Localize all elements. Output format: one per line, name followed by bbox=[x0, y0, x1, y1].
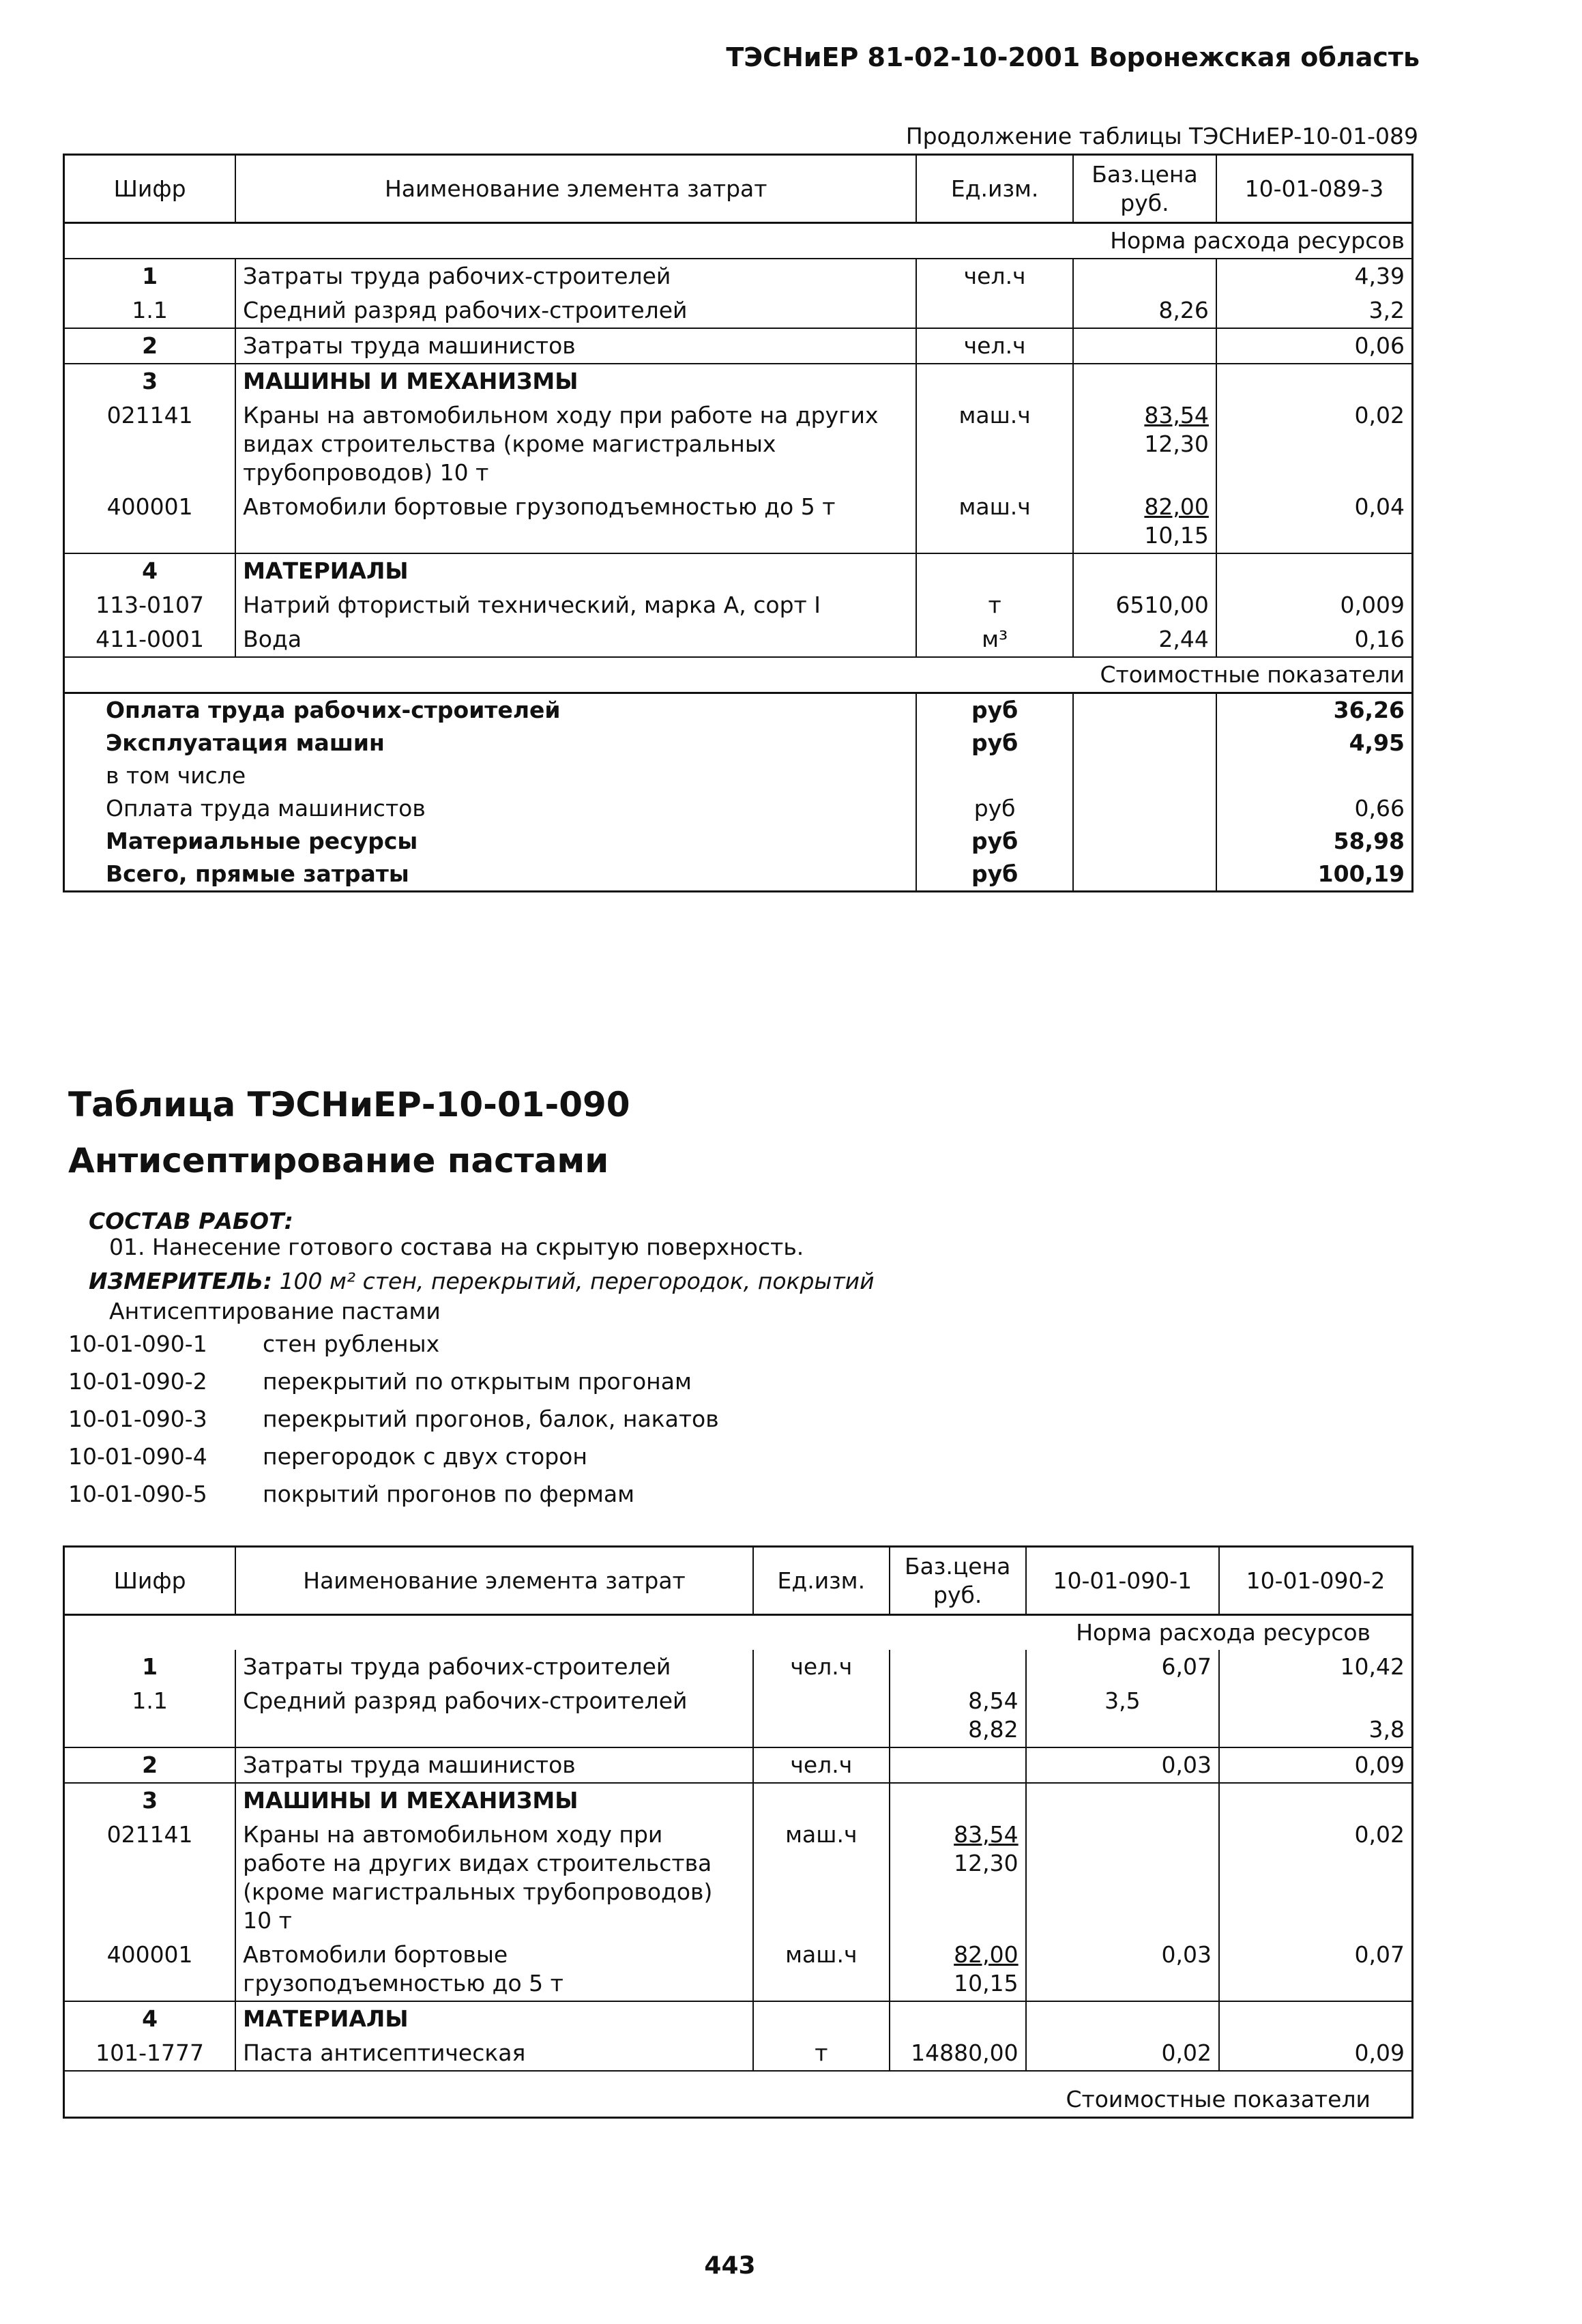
rate-code: 10-01-090-5 bbox=[68, 1481, 207, 1507]
price-machinist: 12,30 bbox=[1144, 431, 1209, 457]
row-rate: 3,2 bbox=[1216, 293, 1413, 328]
row-unit bbox=[753, 1684, 890, 1747]
row-code: 021141 bbox=[64, 1818, 236, 1938]
row-rate-2 bbox=[1219, 1783, 1412, 1818]
row-price bbox=[890, 1938, 1026, 2001]
price-value: 6510,00 bbox=[1115, 592, 1209, 618]
row-name: Автомобили бортовые грузоподъемностью до 5 т bbox=[235, 490, 916, 553]
row-unit: чел.ч bbox=[753, 1650, 890, 1684]
row-rate-2 bbox=[1219, 2001, 1412, 2036]
table-row bbox=[64, 398, 1413, 490]
row-code: 411-0001 bbox=[64, 622, 236, 657]
cost-value: 58,98 bbox=[1216, 825, 1413, 858]
row-name: МАТЕРИАЛЫ bbox=[235, 2001, 753, 2036]
table-row bbox=[64, 364, 1413, 398]
table-row bbox=[64, 622, 1413, 657]
row-name: Вода bbox=[235, 622, 916, 657]
row-code: 1 bbox=[64, 259, 236, 293]
price-machinist: 10,15 bbox=[954, 1970, 1019, 1996]
meter-value: 100 м² стен, перекрытий, перегородок, покрытий bbox=[279, 1268, 875, 1294]
row-code: 1 bbox=[64, 1650, 236, 1684]
price-value: 8,54 bbox=[968, 1687, 1019, 1714]
row-price bbox=[890, 2001, 1026, 2036]
col-header-code: Шифр bbox=[64, 155, 236, 223]
row-rate-2 bbox=[1219, 1684, 1412, 1747]
col-header-price: Баз.цена руб. bbox=[1073, 155, 1216, 223]
row-price bbox=[890, 2036, 1026, 2071]
row-name: Краны на автомобильном ходу при работе на других видах строительства (кроме магистральных трубопроводов) 10 т bbox=[235, 1818, 753, 1938]
row-unit bbox=[916, 293, 1073, 328]
row-rate-1: 0,03 bbox=[1026, 1747, 1219, 1783]
cost-empty bbox=[1073, 792, 1216, 825]
row-code: 3 bbox=[64, 364, 236, 398]
row-code: 400001 bbox=[64, 490, 236, 553]
rate-text: перекрытий по открытым прогонам bbox=[263, 1368, 692, 1395]
row-rate-1: 0,03 bbox=[1026, 1938, 1219, 2001]
price-value: 14880,00 bbox=[911, 2039, 1019, 2066]
row-name: Натрий фтористый технический, марка А, сорт I bbox=[235, 588, 916, 622]
rate-list-item bbox=[68, 1443, 719, 1481]
row-price bbox=[890, 1684, 1026, 1747]
rate-code: 10-01-090-4 bbox=[68, 1443, 207, 1470]
row-rate-2 bbox=[1219, 1818, 1412, 1938]
row-price bbox=[890, 1818, 1026, 1938]
row-rate-1 bbox=[1026, 2001, 1219, 2036]
row-rate-1 bbox=[1026, 1783, 1219, 1818]
table-row bbox=[64, 1783, 1413, 1818]
cost-empty bbox=[1073, 858, 1216, 892]
row-unit bbox=[753, 2001, 890, 2036]
cost-name: в том числе bbox=[64, 759, 917, 792]
row-name: Автомобили бортовые грузоподъемностью до 5 т bbox=[235, 1938, 753, 2001]
table-title: Таблица ТЭСНиЕР-10-01-090 bbox=[68, 1085, 630, 1124]
col-header-code: Шифр bbox=[64, 1547, 236, 1615]
works-label: СОСТАВ РАБОТ: bbox=[89, 1208, 293, 1234]
works-item: 01. Нанесение готового состава на скрытую поверхность. bbox=[109, 1234, 804, 1260]
row-price bbox=[1073, 490, 1216, 553]
row-rate-1: 0,02 bbox=[1026, 2036, 1219, 2071]
rate-text: перекрытий прогонов, балок, накатов bbox=[263, 1406, 719, 1432]
cost-name: Материальные ресурсы bbox=[64, 825, 917, 858]
col-header-price: Баз.цена руб. bbox=[890, 1547, 1026, 1615]
table-row bbox=[64, 588, 1413, 622]
table-row bbox=[64, 553, 1413, 588]
col-header-unit: Ед.изм. bbox=[753, 1547, 890, 1615]
col-header-rate: 10-01-089-3 bbox=[1216, 155, 1413, 223]
row-name: МАШИНЫ И МЕХАНИЗМЫ bbox=[235, 1783, 753, 1818]
document-header: ТЭСНиЕР 81-02-10-2001 Воронежская область bbox=[726, 42, 1420, 72]
cost-empty bbox=[1073, 759, 1216, 792]
rate-list-item bbox=[68, 1331, 719, 1368]
col-header-rate-1: 10-01-090-1 bbox=[1026, 1547, 1219, 1615]
row-name: МАТЕРИАЛЫ bbox=[235, 553, 916, 588]
row-price bbox=[1073, 553, 1216, 588]
table-row bbox=[64, 293, 1413, 328]
row-rate bbox=[1216, 553, 1413, 588]
table-row bbox=[64, 490, 1413, 553]
rate-value: 10,42 bbox=[1340, 1653, 1405, 1680]
cost-empty bbox=[1073, 727, 1216, 759]
price-value: 83,54 bbox=[954, 1821, 1019, 1848]
table-row bbox=[64, 1747, 1413, 1783]
cost-unit bbox=[916, 759, 1073, 792]
row-unit: маш.ч bbox=[916, 398, 1073, 490]
row-unit: т bbox=[753, 2036, 890, 2071]
rate-list bbox=[68, 1331, 719, 1518]
cost-unit: руб bbox=[916, 693, 1073, 727]
row-name: МАШИНЫ И МЕХАНИЗМЫ bbox=[235, 364, 916, 398]
row-code: 400001 bbox=[64, 1938, 236, 2001]
row-rate: 0,009 bbox=[1216, 588, 1413, 622]
row-price bbox=[1073, 364, 1216, 398]
row-code: 2 bbox=[64, 328, 236, 364]
row-rate: 0,06 bbox=[1216, 328, 1413, 364]
table-row bbox=[64, 1938, 1413, 2001]
row-rate-2 bbox=[1219, 1938, 1412, 2001]
price-value: 82,00 bbox=[954, 1941, 1019, 1968]
row-price bbox=[1073, 293, 1216, 328]
row-code: 101-1777 bbox=[64, 2036, 236, 2071]
row-rate-2 bbox=[1219, 1650, 1412, 1684]
rate-list-item bbox=[68, 1368, 719, 1406]
cost-name: Оплата труда рабочих-строителей bbox=[64, 693, 917, 727]
row-price bbox=[1073, 259, 1216, 293]
col-header-unit: Ед.изм. bbox=[916, 155, 1073, 223]
rate-text: покрытий прогонов по фермам bbox=[263, 1481, 634, 1507]
meter-label: ИЗМЕРИТЕЛЬ: bbox=[89, 1268, 273, 1294]
table-row bbox=[64, 2036, 1413, 2071]
col-header-name: Наименование элемента затрат bbox=[235, 1547, 753, 1615]
meter-line bbox=[89, 1268, 875, 1294]
row-unit: чел.ч bbox=[916, 328, 1073, 364]
cost-row bbox=[64, 858, 1413, 892]
row-name: Паста антисептическая bbox=[235, 2036, 753, 2071]
page-number: 443 bbox=[704, 2252, 756, 2280]
row-name: Затраты труда машинистов bbox=[235, 328, 916, 364]
row-rate: 0,16 bbox=[1216, 622, 1413, 657]
table-row bbox=[64, 328, 1413, 364]
cost-value: 36,26 bbox=[1216, 693, 1413, 727]
col-header-name: Наименование элемента затрат bbox=[235, 155, 916, 223]
price-machinist: 12,30 bbox=[954, 1850, 1019, 1876]
rate-text: стен рубленых bbox=[263, 1331, 440, 1357]
resource-table-090 bbox=[63, 1545, 1413, 2119]
cost-label: Стоимостные показатели bbox=[64, 2071, 1413, 2118]
cost-value: 4,95 bbox=[1216, 727, 1413, 759]
row-price bbox=[1073, 622, 1216, 657]
cost-empty bbox=[1073, 693, 1216, 727]
row-rate: 0,04 bbox=[1216, 490, 1413, 553]
row-name: Затраты труда рабочих-строителей bbox=[235, 259, 916, 293]
table-row bbox=[64, 1650, 1413, 1684]
cost-unit: руб bbox=[916, 792, 1073, 825]
row-unit bbox=[753, 1783, 890, 1818]
rate-value: 0,09 bbox=[1354, 2039, 1405, 2066]
price-value: 82,00 bbox=[1144, 493, 1209, 520]
rate-code: 10-01-090-3 bbox=[68, 1406, 207, 1432]
rate-list-item bbox=[68, 1481, 719, 1518]
cost-label: Стоимостные показатели bbox=[64, 657, 1413, 693]
row-unit: чел.ч bbox=[753, 1747, 890, 1783]
cost-name: Эксплуатация машин bbox=[64, 727, 917, 759]
row-name: Средний разряд рабочих-строителей bbox=[235, 293, 916, 328]
table-row bbox=[64, 1818, 1413, 1938]
table-row bbox=[64, 259, 1413, 293]
price-value: 8,26 bbox=[1158, 297, 1209, 323]
row-rate-2 bbox=[1219, 1747, 1412, 1783]
row-price bbox=[1073, 328, 1216, 364]
row-code: 1.1 bbox=[64, 1684, 236, 1747]
row-code: 3 bbox=[64, 1783, 236, 1818]
cost-unit: руб bbox=[916, 858, 1073, 892]
row-unit: маш.ч bbox=[753, 1818, 890, 1938]
row-unit: маш.ч bbox=[753, 1938, 890, 2001]
continuation-caption: Продолжение таблицы ТЭСНиЕР-10-01-089 bbox=[905, 123, 1418, 149]
row-unit bbox=[916, 553, 1073, 588]
rate-code: 10-01-090-2 bbox=[68, 1368, 207, 1395]
row-unit bbox=[916, 364, 1073, 398]
row-name: Затраты труда машинистов bbox=[235, 1747, 753, 1783]
cost-unit: руб bbox=[916, 727, 1073, 759]
row-code: 113-0107 bbox=[64, 588, 236, 622]
row-rate-1 bbox=[1026, 1818, 1219, 1938]
resource-table-089 bbox=[63, 154, 1413, 892]
rate-code: 10-01-090-1 bbox=[68, 1331, 207, 1357]
cost-value: 0,66 bbox=[1216, 792, 1413, 825]
row-rate: 4,39 bbox=[1216, 259, 1413, 293]
rate-text: перегородок с двух сторон bbox=[263, 1443, 587, 1470]
norm-label: Норма расхода ресурсов bbox=[1110, 227, 1405, 254]
cost-unit: руб bbox=[916, 825, 1073, 858]
col-header-rate-2: 10-01-090-2 bbox=[1219, 1547, 1412, 1615]
price-machinist: 10,15 bbox=[1144, 522, 1209, 549]
row-rate-1: 3,5 bbox=[1026, 1684, 1219, 1747]
norm-label: Норма расхода ресурсов bbox=[1076, 1619, 1371, 1646]
cost-name: Всего, прямые затраты bbox=[64, 858, 917, 892]
cost-row bbox=[64, 693, 1413, 727]
rate-value: 3,8 bbox=[1368, 1716, 1405, 1743]
row-rate-2 bbox=[1219, 2036, 1412, 2071]
row-code: 4 bbox=[64, 2001, 236, 2036]
cost-row bbox=[64, 792, 1413, 825]
row-rate-1: 6,07 bbox=[1026, 1650, 1219, 1684]
row-rate: 0,02 bbox=[1216, 398, 1413, 490]
row-unit: м³ bbox=[916, 622, 1073, 657]
rate-value: 0,09 bbox=[1354, 1752, 1405, 1778]
cost-row bbox=[64, 759, 1413, 792]
price-value: 2,44 bbox=[1158, 626, 1209, 652]
row-code: 1.1 bbox=[64, 293, 236, 328]
row-code: 021141 bbox=[64, 398, 236, 490]
rate-value: 0,07 bbox=[1354, 1941, 1405, 1968]
row-name: Средний разряд рабочих-строителей bbox=[235, 1684, 753, 1747]
cost-row bbox=[64, 825, 1413, 858]
table-subtitle: Антисептирование пастами bbox=[68, 1141, 609, 1180]
row-code: 2 bbox=[64, 1747, 236, 1783]
row-price bbox=[890, 1650, 1026, 1684]
cost-name: Оплата труда машинистов bbox=[64, 792, 917, 825]
price-value: 83,54 bbox=[1144, 402, 1209, 429]
row-price bbox=[890, 1783, 1026, 1818]
row-code: 4 bbox=[64, 553, 236, 588]
row-price bbox=[890, 1747, 1026, 1783]
rate-value: 0,02 bbox=[1354, 1821, 1405, 1848]
row-name: Затраты труда рабочих-строителей bbox=[235, 1650, 753, 1684]
meter-description: Антисептирование пастами bbox=[109, 1298, 441, 1324]
table-row bbox=[64, 1684, 1413, 1747]
cost-row bbox=[64, 727, 1413, 759]
row-rate bbox=[1216, 364, 1413, 398]
table-row bbox=[64, 2001, 1413, 2036]
row-unit: маш.ч bbox=[916, 490, 1073, 553]
cost-value bbox=[1216, 759, 1413, 792]
row-price bbox=[1073, 398, 1216, 490]
cost-value: 100,19 bbox=[1216, 858, 1413, 892]
price-value-2: 8,82 bbox=[968, 1716, 1019, 1743]
row-name: Краны на автомобильном ходу при работе на других видах строительства (кроме магистральных трубопроводов) 10 т bbox=[235, 398, 916, 490]
row-price bbox=[1073, 588, 1216, 622]
row-unit: т bbox=[916, 588, 1073, 622]
rate-list-item bbox=[68, 1406, 719, 1443]
cost-empty bbox=[1073, 825, 1216, 858]
row-unit: чел.ч bbox=[916, 259, 1073, 293]
